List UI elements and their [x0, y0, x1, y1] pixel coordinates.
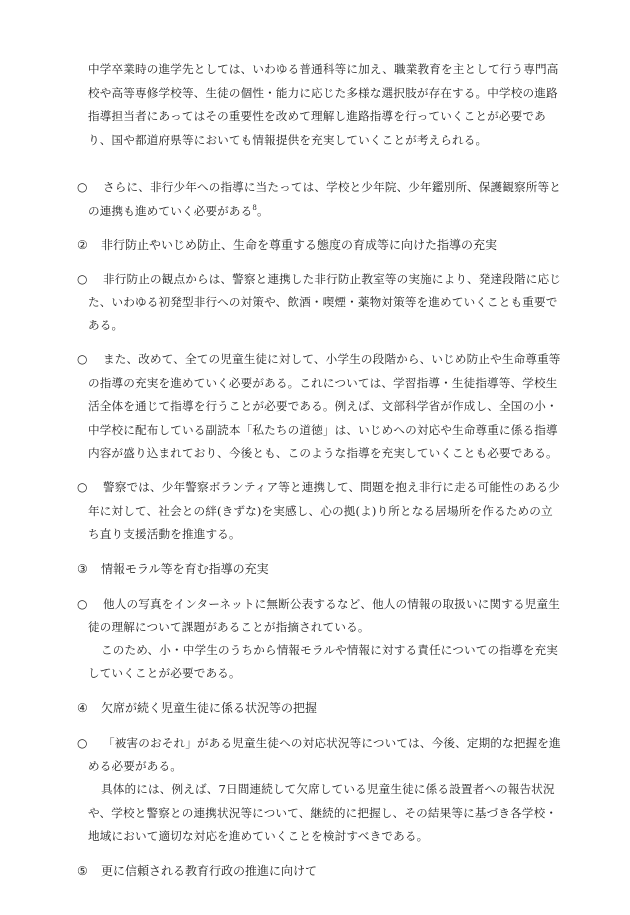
paragraph-line: 内容が盛り込まれており、今後とも、このような指導を充実していくことも必要である。	[88, 446, 558, 460]
paragraph-line	[88, 204, 269, 218]
paragraph-line: た、いわゆる初発型非行への対策や、飲酒・喫煙・薬物対策等を進めていくことも重要で	[88, 295, 558, 309]
section-title: 更に信頼される教育行政の推進に向けて	[101, 864, 318, 878]
paragraph-line: 徒の理解について課題があることが指摘されている。	[88, 620, 370, 634]
bullet-marker: ○	[77, 352, 88, 366]
bullet-marker: ○	[77, 272, 88, 286]
paragraph-line: り、国や都道府県等においても情報提供を充実していくことが考えられる。	[88, 133, 488, 147]
paragraph-line: 指導担当者にあってはその重要性を改めて理解し進路指導を行っていくことが必要であ	[88, 109, 546, 123]
bullet-marker: ○	[77, 597, 88, 611]
paragraph-line: 中学卒業時の進学先としては、いわゆる普通科等に加え、職業教育を主として行う専門高	[88, 62, 559, 76]
bullet-marker: ○	[77, 180, 88, 194]
section-title: 非行防止やいじめ防止、生命を尊重する態度の育成等に向けた指導の充実	[101, 238, 498, 252]
paragraph-line: 非行防止の観点からは、警察と連携した非行防止教室等の実施により、発達段階に応じ	[103, 272, 562, 286]
paragraph-line: 他人の写真をインターネットに無断公表するなど、他人の情報の取扱いに関する児童生	[103, 597, 560, 611]
paragraph-line: さらに、非行少年への指導に当たっては、学校と少年院、少年鑑別所、保護観察所等と	[103, 180, 562, 194]
paragraph-line: 中学校に配布している副読本「私たちの道徳」は、いじめへの対応や生命尊重に係る指導	[88, 423, 558, 437]
paragraph-text: の連携も進めていく必要がある	[88, 204, 253, 218]
footnote-reference[interactable]: 8	[252, 204, 258, 213]
section-number: ②	[77, 238, 88, 252]
paragraph-line: していくことが必要である。	[88, 666, 241, 680]
paragraph-line: ある。	[88, 318, 124, 332]
paragraph-line: ち直り支援活動を推進する。	[88, 527, 241, 541]
paragraph-line: 具体的には、例えば、7日間連続して欠席している児童生徒に係る設置者への報告状況	[101, 782, 555, 796]
paragraph-line: 活全体を通じて指導を行うことが必要である。例えば、文部科学省が作成し、全国の小・	[88, 399, 558, 413]
section-number: ⑤	[77, 864, 88, 878]
paragraph-line: 警察では、少年警察ボランティア等と連携して、問題を抱え非行に走る可能性のある少	[103, 480, 560, 494]
paragraph-line: また、改めて、全ての児童生徒に対して、小学生の段階から、いじめ防止や生命尊重等	[103, 352, 561, 366]
section-number: ④	[77, 701, 88, 715]
paragraph-line: の指導の充実を進めていく必要がある。これについては、学習指導・生徒指導等、学校生	[88, 376, 558, 390]
paragraph-line: 校や高等専修学校等、生徒の個性・能力に応じた多様な選択肢が存在する。中学校の進路	[88, 86, 558, 100]
paragraph-line: 「被害のおそれ」がある児童生徒への対応状況等については、今後、定期的な把握を進	[103, 736, 561, 750]
section-number: ③	[77, 562, 88, 576]
paragraph-line: や、学校と警察との連携状況等について、継続的に把握し、その結果等に基づき各学校・	[88, 806, 558, 820]
paragraph-text-end: 。	[257, 204, 269, 218]
paragraph-line: 地域において適切な対応を進めていくことを検討すべきである。	[88, 829, 429, 843]
section-title: 欠席が続く児童生徒に係る状況等の把握	[101, 701, 318, 715]
bullet-marker: ○	[77, 480, 88, 494]
bullet-marker: ○	[77, 736, 88, 750]
section-title: 情報モラル等を育む指導の充実	[101, 562, 269, 576]
paragraph-line: める必要がある。	[88, 759, 182, 773]
paragraph-line: このため、小・中学生のうちから情報モラルや情報に対する責任についての指導を充実	[101, 643, 558, 657]
paragraph-line: 年に対して、社会との絆(きずな)を実感し、心の拠(よ)り所となる居場所を作るための立	[88, 504, 553, 518]
